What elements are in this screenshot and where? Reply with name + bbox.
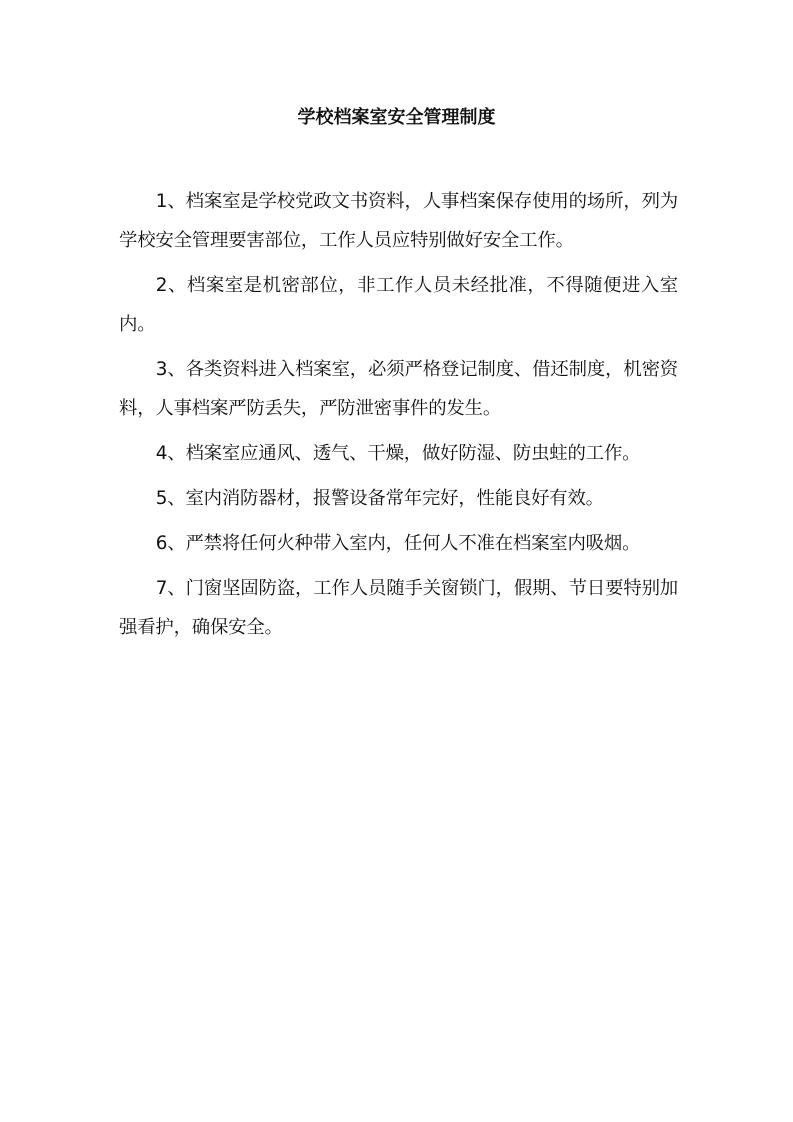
paragraph-1: 1、档案室是学校党政文书资料，人事档案保存使用的场所，列为学校安全管理要害部位，工作人员应特别做好安全工作。 [119,191,678,251]
paragraph-2: 2、档案室是机密部位，非工作人员未经批准，不得随便进入室内。 [119,275,678,335]
paragraph-4: 4、档案室应通风、透气、干燥，做好防湿、防虫蛀的工作。 [155,443,641,464]
paragraph-7: 7、门窗坚固防盗，工作人员随手关窗锁门，假期、节日要特别加强看护，确保安全。 [119,578,678,638]
paragraph-3: 3、各类资料进入档案室，必须严格登记制度、借还制度，机密资料，人事档案严防丢失，严防泄密事件的发生。 [119,359,678,419]
document-title: 学校档案室安全管理制度 [297,107,496,128]
document-body [119,182,678,653]
paragraph-5: 5、室内消防器材，报警设备常年完好，性能良好有效。 [155,488,604,509]
paragraph-6: 6、严禁将任何火种带入室内，任何人不准在档案室内吸烟。 [155,533,641,554]
